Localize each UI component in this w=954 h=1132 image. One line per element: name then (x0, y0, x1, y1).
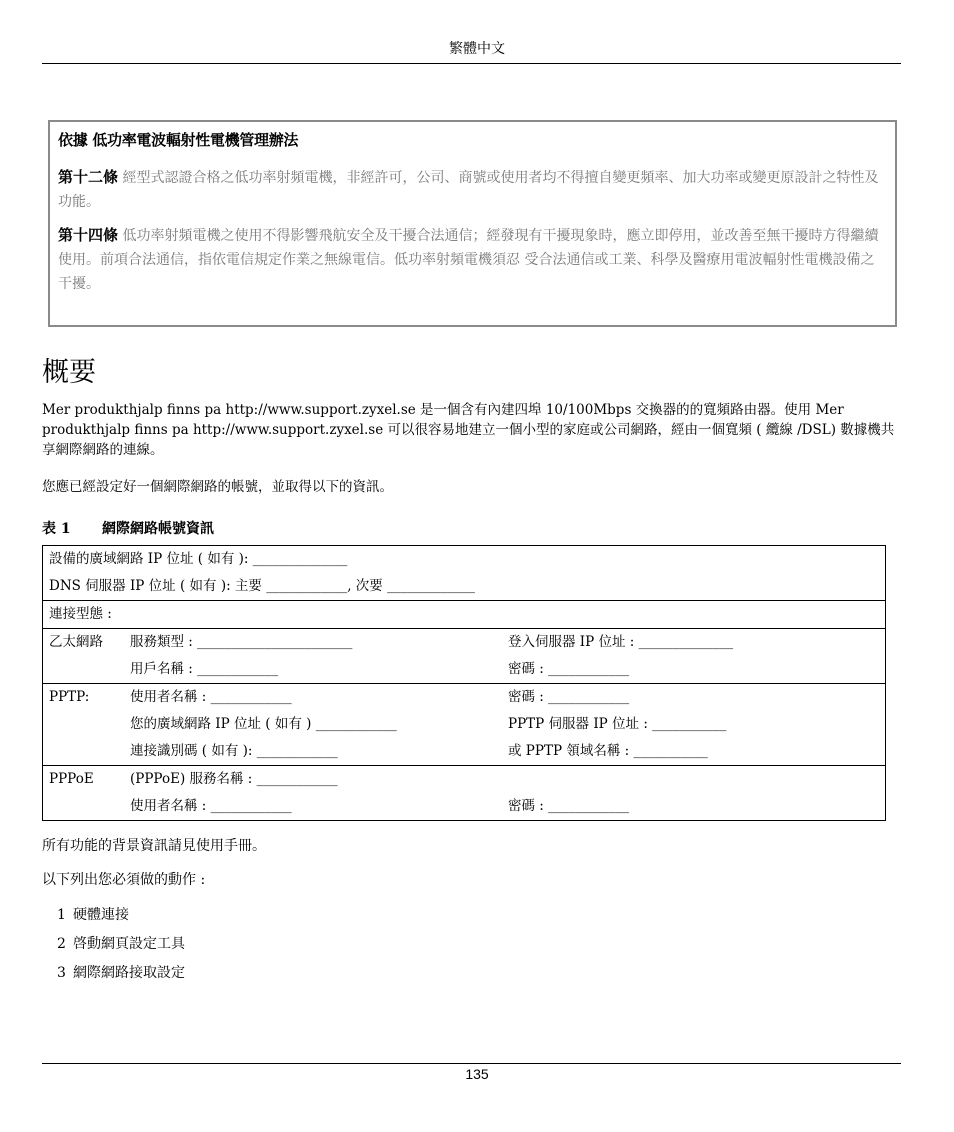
pptp-wan-ip-field: 您的廣域網路 IP 位址 ( 如有 ) ____________ (130, 716, 397, 732)
table-row (43, 793, 885, 820)
page-number: 135 (465, 1066, 489, 1082)
internet-account-info-table (42, 545, 886, 821)
table-row (43, 656, 885, 683)
table-row (43, 711, 885, 738)
dns-ip-field: DNS 伺服器 IP 位址 ( 如有 ): 主要 ____________, 次要 _____________ (49, 578, 475, 594)
page-header-title: 繁體中文 (449, 41, 505, 57)
step-label: 網際網路接取設定 (73, 965, 185, 981)
intro-paragraph: Mer produkthjalp finns pa http://www.support.zyxel.se 是一個含有內建四埠 10/100Mbps 交換器的的寬頻路由器。使用 Mer produkthjalp finns pa http://www.support.zyxel.se 可以很容易地建立一個小型的家庭或公司網路，經由一個寬頻 ( 纜線 /DSL) 數據機共享網際網路的連線。 (42, 402, 895, 458)
steps-list (57, 904, 185, 991)
pptp-domain-field: 或 PPTP 領域名稱 : ___________ (508, 743, 708, 759)
ethernet-service-type-field: 服務類型 : _______________________ (130, 634, 353, 650)
table-row (43, 600, 885, 628)
table-row (43, 765, 885, 793)
notice-article-14 (58, 223, 888, 296)
list-item (57, 933, 185, 962)
step-number: 3 (57, 965, 66, 981)
step-label: 啓動網頁設定工具 (73, 936, 185, 952)
table-row (43, 546, 885, 573)
step-number: 2 (57, 936, 66, 952)
table-caption-text: 網際網路帳號資訊 (102, 521, 214, 537)
pptp-server-ip-field: PPTP 伺服器 IP 位址 : ___________ (508, 716, 727, 732)
section-title: 概要 (42, 357, 96, 388)
pptp-connection-id-field: 連接識別碼 ( 如有 ): ____________ (130, 743, 338, 759)
article-12-label: 第十二條 (58, 168, 119, 186)
pppoe-password-field: 密碼 : ____________ (508, 798, 630, 814)
article-14-text: 低功率射頻電機之使用不得影響飛航安全及干擾合法通信；經發現有干擾現象時，應立即停用，並改善至無干擾時方得繼續使用。前項合法通信，指依電信規定作業之無線電信。低功率射頻電機須忍 受合法通信或工業、科學及醫療用電波輻射性電機設備之干擾。 (58, 228, 879, 292)
connection-type-label: 連接型態 : (49, 606, 112, 622)
table-row (43, 628, 885, 656)
pptp-username-field: 使用者名稱 : ____________ (130, 689, 292, 705)
pptp-label: PPTP: (49, 689, 90, 705)
ethernet-login-server-field: 登入伺服器 IP 位址 : ______________ (508, 634, 734, 650)
ethernet-username-field: 用戶名稱 : ____________ (130, 661, 279, 677)
manual-note: 所有功能的背景資訊請見使用手冊。 (42, 838, 266, 854)
header-divider (42, 63, 901, 64)
wan-ip-field: 設備的廣域網路 IP 位址 ( 如有 ): ______________ (49, 551, 348, 567)
notice-title: 依據 低功率電波輻射性電機管理辦法 (58, 131, 299, 149)
table-row (43, 573, 885, 600)
step-label: 硬體連接 (73, 907, 129, 923)
table-caption-number: 表 1 (42, 521, 71, 537)
account-info-paragraph: 您應已經設定好一個網際網路的帳號，並取得以下的資訊。 (42, 479, 393, 495)
ethernet-label: 乙太網路 (49, 634, 103, 650)
regulatory-notice-box (48, 120, 897, 327)
todo-intro: 以下列出您必須做的動作 : (42, 872, 206, 888)
pptp-password-field: 密碼 : ____________ (508, 689, 630, 705)
list-item (57, 904, 185, 933)
table-caption (42, 518, 214, 538)
article-12-text: 經型式認證合格之低功率射頻電機，非經許可，公司、商號或使用者均不得擅自變更頻率、加大功率或變更原設計之特性及功能。 (58, 170, 879, 210)
list-item (57, 962, 185, 991)
table-row (43, 683, 885, 711)
footer-divider (42, 1063, 901, 1064)
article-14-label: 第十四條 (58, 226, 119, 244)
pppoe-label: PPPoE (49, 771, 94, 787)
pppoe-username-field: 使用者名稱 : ____________ (130, 798, 292, 814)
notice-article-12 (58, 165, 888, 214)
table-row (43, 738, 885, 765)
ethernet-password-field: 密碼 : ____________ (508, 661, 630, 677)
step-number: 1 (57, 907, 66, 923)
pppoe-service-name-field: (PPPoE) 服務名稱 : ____________ (130, 771, 338, 787)
